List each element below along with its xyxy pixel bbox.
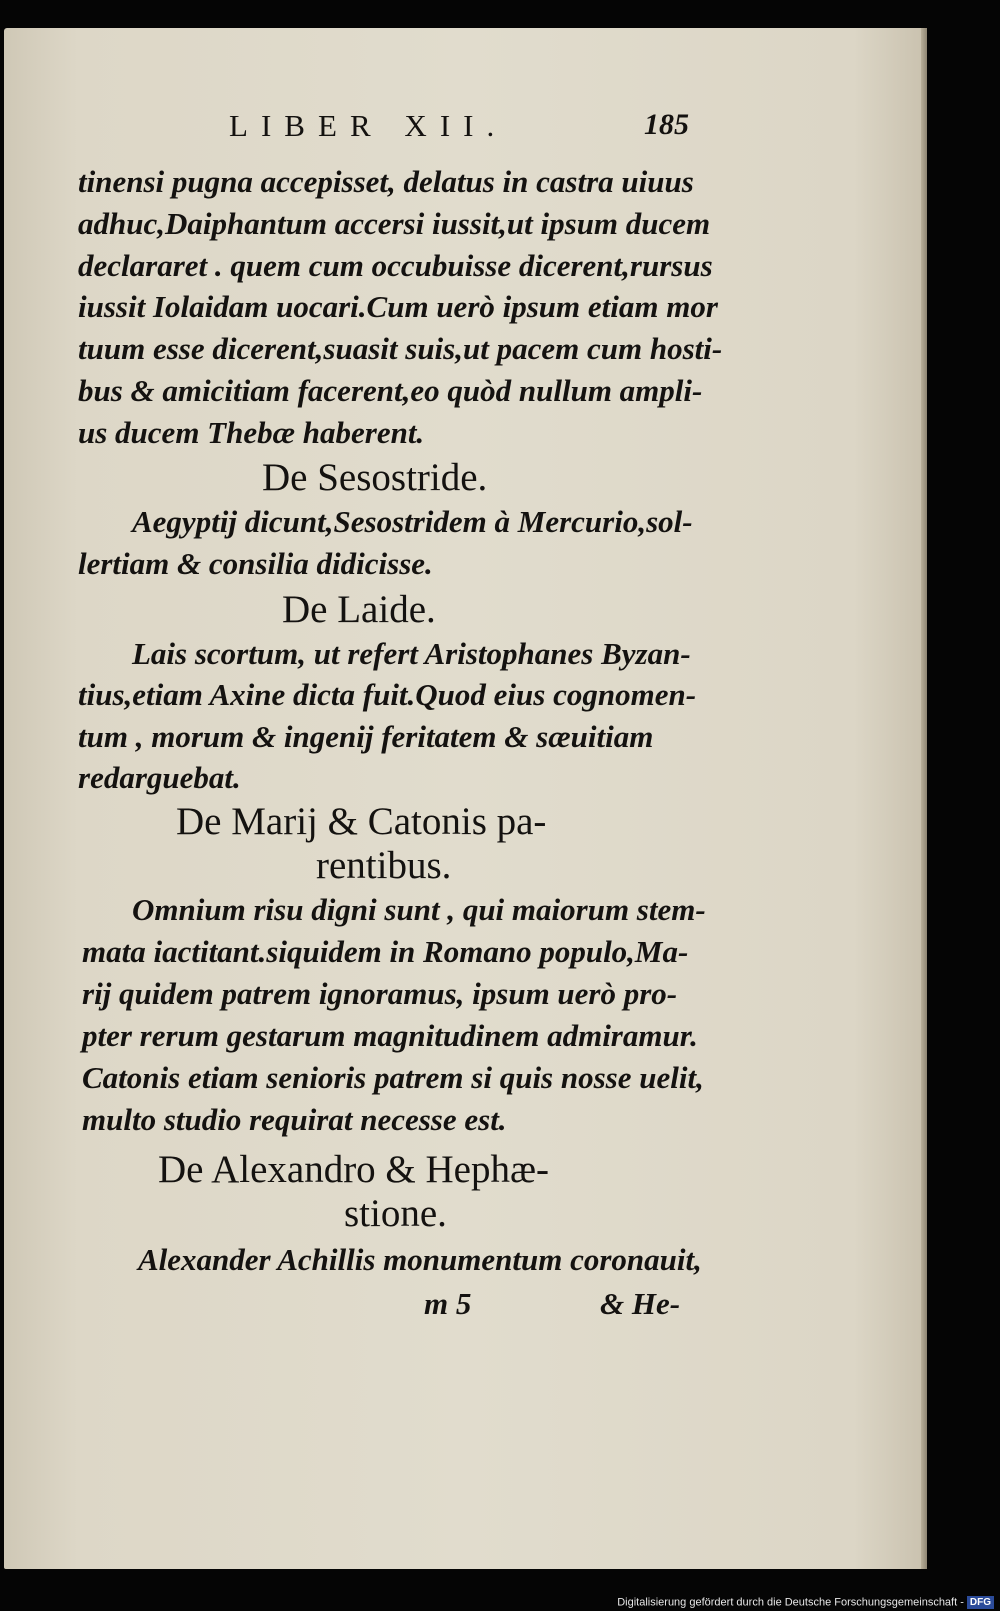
text-line: Aegyptij dicunt,Sesostridem à Mercurio,sol- [132, 504, 693, 539]
section-heading: De Marij & Catonis pa- [176, 800, 547, 843]
text-line: lertiam & consilia didicisse. [78, 546, 433, 581]
text-line: pter rerum gestarum magnitudinem admiramur. [82, 1018, 698, 1053]
section-heading: De Alexandro & Hephæ- [158, 1148, 549, 1191]
text-line: declararet . quem cum occubuisse dicerent,rursus [78, 248, 713, 283]
text-line: us ducem Thebæ haberent. [78, 415, 425, 450]
section-heading: stione. [344, 1192, 447, 1235]
text-line: Alexander Achillis monumentum coronauit, [138, 1242, 702, 1277]
book-page [4, 28, 927, 1569]
text-line: rij quidem patrem ignoramus, ipsum uerò pro- [82, 976, 678, 1011]
text-line: tum , morum & ingenij feritatem & sæuitiam [78, 719, 654, 754]
page-number: 185 [644, 108, 689, 141]
text-line: tinensi pugna accepisset, delatus in castra uiuus [78, 164, 694, 199]
text-line: tius,etiam Axine dicta fuit.Quod eius cognomen- [78, 677, 697, 712]
text-line: iussit Iolaidam uocari.Cum uerò ipsum etiam mor [78, 289, 718, 324]
text-line: bus & amicitiam facerent,eo quòd nullum ampli- [78, 373, 703, 408]
signature-mark: m 5 [424, 1286, 472, 1321]
dfg-logo: DFG [967, 1596, 994, 1609]
text-line: multo studio requirat necesse est. [82, 1102, 507, 1137]
page-edge-shadow [921, 28, 927, 1569]
section-heading: De Sesostride. [262, 456, 488, 499]
running-head: LIBER XII. [229, 108, 508, 143]
catchword: & He- [600, 1286, 681, 1321]
text-line: tuum esse dicerent,suasit suis,ut pacem cum hosti- [78, 331, 723, 366]
text-line: mata iactitant.siquidem in Romano populo,Ma- [82, 934, 689, 969]
text-line: Catonis etiam senioris patrem si quis nosse uelit, [82, 1060, 704, 1095]
credit-text: Digitalisierung gefördert durch die Deutsche Forschungsgemeinschaft - [617, 1596, 964, 1609]
text-line: redarguebat. [78, 760, 241, 795]
section-heading: rentibus. [316, 844, 452, 887]
text-line: Omnium risu digni sunt , qui maiorum stem- [132, 892, 706, 927]
digitization-credit [617, 1596, 994, 1609]
section-heading: De Laide. [282, 588, 436, 631]
text-line: Lais scortum, ut refert Aristophanes Byzan- [132, 636, 691, 671]
text-line: adhuc,Daiphantum accersi iussit,ut ipsum ducem [78, 206, 711, 241]
